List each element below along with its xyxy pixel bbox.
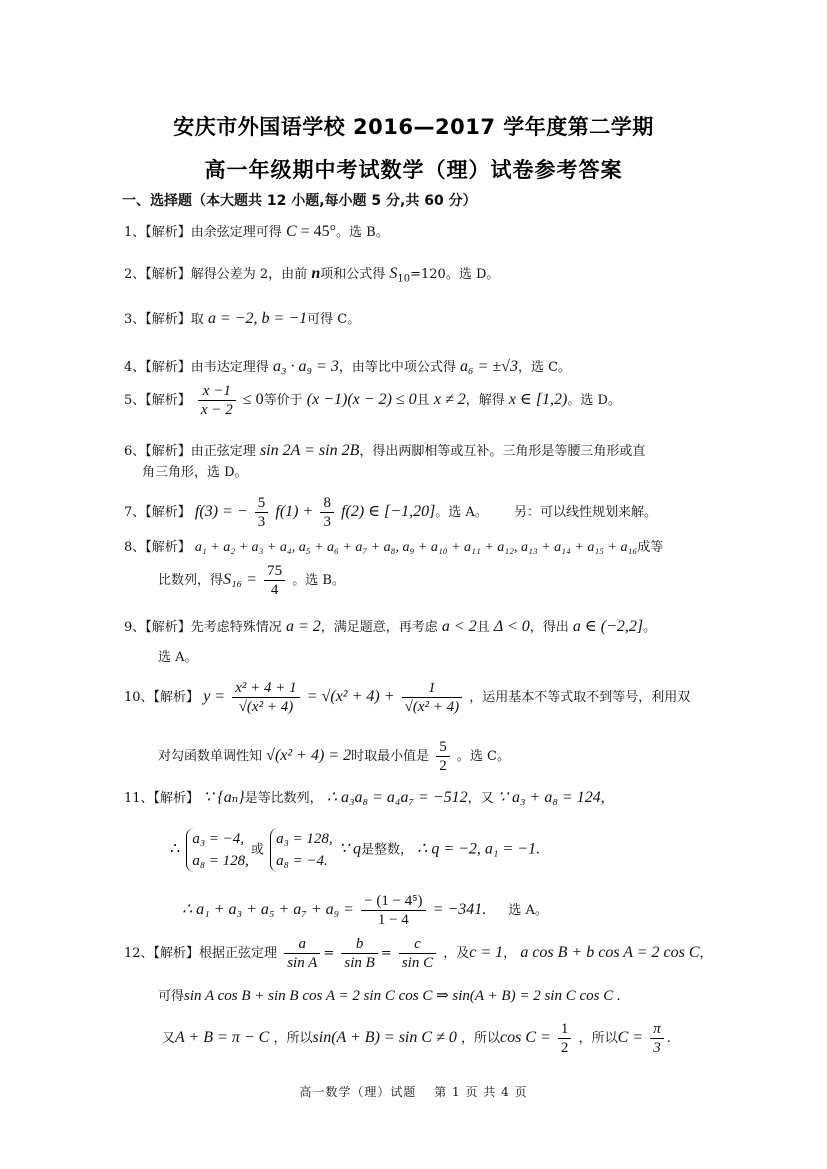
answer-9: 9、【解析】先考虑特殊情况 a = 2，满足题意，再考虑 a < 2且 Δ < 0，得出 a ∈ (−2,2]。 [124,618,657,635]
answer-6-line-2: 角三角形，选 D。 [142,465,248,480]
title-line-1: 安庆市外国语学校 2016—2017 学年度第二学期 [173,115,654,139]
answer-8-line-2: 比数列，得S₁₆ = $\frac{75}{4}$ 。选 B。 [158,563,345,598]
answer-12-line-2: 可得sin A cos B + sin B cos A = 2 sin C cos C ⇒ sin(A + B) = 2 sin C cos C . [158,988,621,1004]
answer-11-line-1: 11、【解析】 ∵ {aₙ}是等比数列， ∴ a₃a₈ = a₄a₇ = −512，又 ∵ a₃ + a₈ = 124, [124,789,605,806]
answer-2: 2、【解析】解得公差为 2，由前 n项和公式得 $S_{10}=120$。选 D。 [124,265,500,285]
answer-4: 4、【解析】由韦达定理得 a₃ · a₉ = 3，由等比中项公式得 a₆ = ±√3，选 C。 [124,358,572,375]
answer-5: 5、【解析】 $\frac{x -1}{x - 2}$ ≤ 0等价于 (x −1)(x − 2) ≤ 0且 x ≠ 2，解得 x ∈ [1,2)。选 D。 [124,383,621,418]
answer-12-line-1: 12、【解析】根据正弦定理 $\frac{a}{\text{sin A}}$ = $\frac{b}{\text{sin B}}$ = $\frac{c}{\text{sin C}}$ ，及c = 1， a cos B + b cos A = 2 cos C， [124,936,713,971]
answer-11-line-2: ∴ a₃ = −4, a₈ = 128,或 a₃ = 128, a₈ = −4. ∵ q是整数， ∴ q = −2, a₁ = −1. [170,828,540,872]
page-footer: 高一数学（理）试题 第 1 页 共 4 页 [299,1085,528,1099]
answer-12-line-3: 又A + B = π − C ，所以sin(A + B) = sin C ≠ 0 ，所以cos C = $\frac{1}{2}$ ，所以C = $\frac{\pi}{3}$ . [162,1021,671,1056]
title-line-2: 高一年级期中考试数学（理）试卷参考答案 [204,158,623,182]
answer-10-line-1: 10、【解析】 y = $\frac{\text{x² + 4 + 1}}{\text{√(x² + 4)}}$ = √(x² + 4) + $\frac{1}{\text{√(x² + 4)}}$ ，运用基本不等式取不到等号，利用双 [124,680,691,715]
answer-3: 3、【解析】取 a = −2, b = −1可得 C。 [124,310,361,327]
answer-7: 7、【解析】 f(3) = − $\frac{5}{3}$ f(1) + $\frac{8}{3}$ f(2) ∈ [−1,20]。选 A。 另：可以线性规划来解。 [124,495,657,530]
section-heading: 一、选择题（本大题共 12 小题,每小题 5 分,共 60 分） [122,193,477,209]
answer-9-line-2: 选 A。 [158,650,198,665]
answer-10-line-2: 对勾函数单调性知 √(x² + 4) = 2时取最小值是 $\frac{5}{2}$ 。选 C。 [158,739,510,774]
answer-8-line-1: 8、【解析】 a₁ + a₂ + a₃ + a₄, a₅ + a₆ + a₇ + a₈, a₉ + a₁₀ + a₁₁ + a₁₂, a₁₃ + a₁₄ + a₁₅ + a₁₆成等 [124,540,664,555]
answer-1: 1、【解析】由余弦定理可得 C = 45°。选 B。 [124,223,389,240]
answer-6-line-1: 6、【解析】由正弦定理 sin 2A = sin 2B，得出两脚相等或互补。三角形是等腰三角形或直 [124,442,646,459]
answer-11-line-3: ∴ a₁ + a₃ + a₅ + a₇ + a₉ = $\frac{\text{− (1 − 4⁵)}}{1 - 4}$ = −341. 选 A。 [182,893,548,928]
